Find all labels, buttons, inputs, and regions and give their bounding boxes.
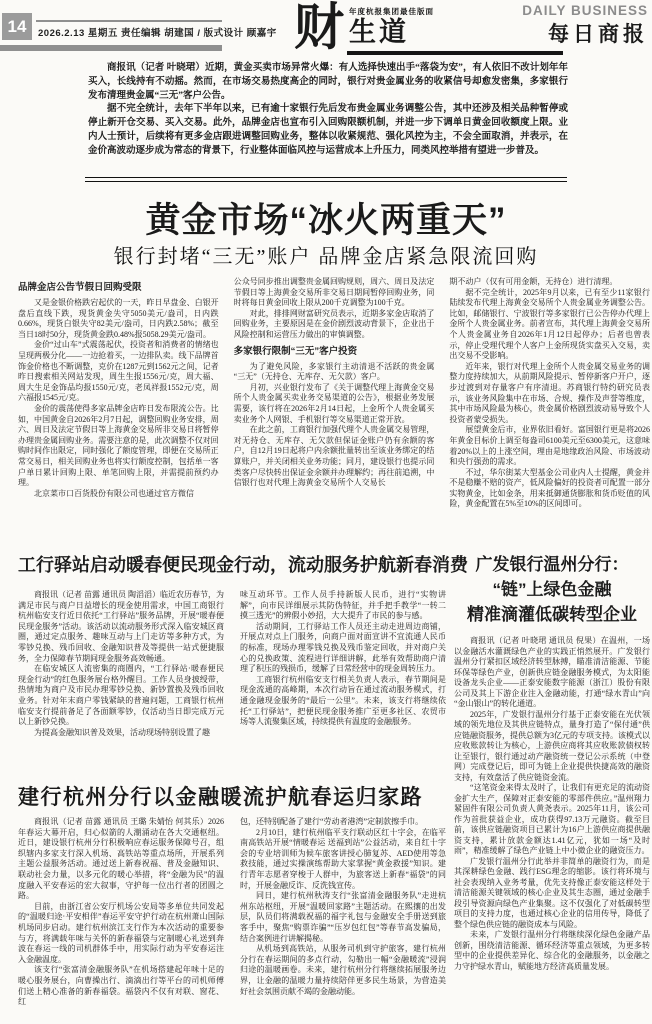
column-subhead: 品牌金店公告节假日回购受限	[18, 282, 142, 293]
article-paragraph: 据不完全统计，2025年9月以来，已有至少11家银行陆续发布代理上海黄金交易所个人贵金属业务调整公告。比如，邮储银行、宁波银行等多家银行已公告停办代理上金所个人贵金属业务。前者宣布，其代理上海黄金交易所个人贵金属业务自2026年1月12日起停办；后者也曾表示，停止受理代理个人客户上金所现货实盘买入交易，卖出交易不受影响。	[449, 287, 650, 361]
article-paragraph: 北京菜市口百货股份有限公司也通过官方微信	[34, 488, 194, 498]
article-paragraph: 金价的震荡使得多家品牌金店昨日发布限流公告。比如，中国黄金自2026年2月7日起，调整回购业务安排，周六、周日及法定节假日等上海黄金交易所非交易日将暂停办理贵金属回购业务。需要注意的是，此次调整不仅对回购时间作出限定，同时强化了额度管理，即便在交易所正常交易日，相关回购业务也将实行额度控制，包括单一客户单日累计回购上限、单笔回购上限，并需提前预约办理。	[18, 403, 219, 488]
article-paragraph: 金价“过山车”式震荡起伏，投资者和消费者的情绪也呈现两极分化——一边抢着买，一边排队卖。线下品牌首饰金价格也不断调整，克价在1287元到1562元之间，记者昨日搜索相关网站发现，周生生报1556元/克，周大福、周大生足金饰品均报1550元/克，老凤祥报1552元/克，周六福报1545元/克。	[18, 340, 219, 403]
article-paragraph: 活动期间，工行驿站工作人员还主动走进周边商铺，开展点对点上门服务，向商户面对面宣讲不宜流通人民币的标准，现场办理零钱兑换及残币鉴定回收，并对商户关心的兑换政策、流程进行详细讲解，此举有效帮助商户清理了积压的残损币，缓解了日常经营中的现金周转压力。	[240, 621, 446, 674]
ccb-story-headline: 建行杭州分行以金融暖流护航春运归家路	[18, 786, 423, 809]
lede-block	[88, 62, 568, 159]
cgb-headline-line-3: 精准滴灌低碳转型企业	[467, 605, 637, 624]
paper-name-english: DAILY BUSINESS	[522, 3, 648, 18]
article-paragraph: 在此之前，工商银行加强代理个人贵金属交易管理，对无持仓、无库存、无欠款但保证金账户仍有余额的客户，自12月19日起将户内余额批量转出至该业务绑定的结算账户，并关闭相关业务功能；同月，建设银行也提示同类客户尽快转出保证金余额并办理解约；再往前追溯，中信银行也对代理上海黄金交易所个人交易长	[233, 425, 435, 488]
article-paragraph: 为提高金融知识普及效果，活动现场特别设置了趣	[34, 727, 210, 737]
date-editor-line: 2026.2.13 星期五 责任编辑 胡建国 / 版式设计 顾嘉宇	[38, 28, 277, 39]
double-rule-divider	[85, 177, 567, 182]
article-paragraph: 月初，兴业银行发布了《关于调整代理上海黄金交易所个人贵金属买卖业务交易渠道的公告》，根据业务发展需要，该行将在2026年2月14日起，上金所个人贵金属买卖业务个人网银、手机银行等交易渠道正常开放。	[233, 382, 435, 424]
icbc-story-column-2	[240, 590, 446, 770]
logo-cai-character: 财	[294, 0, 344, 55]
article-paragraph: 近年来，银行对代理上金所个人贵金属交易业务的调整力度持续加大，从前期风险提示、暂停新客户开户，逐步过渡到对存量客户有序清退。苏商银行特约研究员表示，该业务风险集中在市场、合规、操作及声誉等维度，其中市场风险最为核心，贵金属价格剧烈波动易导致个人投资者蒙受损失。	[449, 361, 650, 424]
column-subhead: 多家银行限制“三无”客户投资	[233, 345, 358, 357]
page-number-badge: 14	[2, 13, 32, 40]
article-paragraph: 展望黄金后市，业界依旧看好。富国银行更是将2026年黄金目标价上调至每盎司6100美元至6300美元，这意味着20%以上的上涨空间，理由是地缘政治风险、市场波动和央行强劲的需求。	[449, 425, 650, 467]
lead-article-column-3	[449, 277, 650, 547]
paper-name-chinese: 每日商报	[548, 23, 648, 46]
article-paragraph: 商报讯（记者 苗露 通讯员 王璐 朱婧怡 何其乐）2026年春运大幕开启，归心似箭的人潮涌动在各大交通枢纽。近日，建设银行杭州分行积极响应春运服务保障号召，组织辖内多家支行深入机场、高铁站等重点场所，开展系列主题公益服务活动。通过送上新春祝福、普及金融知识、联动社会力量，以多元化的暖心举措，将“金融为民”的温度融入平安春运的宏大叙事，守护每一位出行者的团圆之路。	[18, 817, 224, 901]
article-paragraph: 为了避免风险，多家银行主动清退不活跃的贵金属“三无”（无持仓、无库存、无欠款）客户。	[233, 361, 435, 382]
article-paragraph: 工商银行杭州临安支行相关负责人表示，春节期间是现金流通的高峰期，本次行动旨在通过流动服务模式，打通金融现金服务的“最后一公里”。未来，该支行将继续依托“工行驿站”，把便民现金服务推广至更多社区、农贸市场等人流聚集区域，持续提供有温度的金融服务。	[240, 674, 446, 727]
cgb-headline-line-2: “链”上绿色金融	[492, 580, 612, 599]
article-paragraph: 又是金银价格跌宕起伏的一天，昨日早盘金、白银开盘后直线下跌，现货黄金失守5050美元/盎司，日内跌0.66%，现货白银失守82美元/盎司，日内跌2.58%；截至当日18时50分，现货黄金跌0.48%报5058.29美元/盎司。	[18, 298, 219, 339]
logo-underline	[347, 51, 563, 55]
article-paragraph: 味互动环节。工作人员手持新版人民币，进行“实物讲解”，向市民详细展示其防伪特征，并手把手教学“一转二摸三透光”的辨假小妙招，大大提升了市民的参与感。	[240, 590, 446, 621]
article-paragraph: 2025年，广发银行温州分行基于正泰安能在光伏领域的领先地位及其供应链特点，量身打造了“保付通”供应链融资服务，提供总额为3亿元的专项支持。该模式以应收账款转让为核心，上游供应商将其应收账款债权转让至银行，银行通过动产融资统一登记公示系统（中登网）完成登记后，即可为链上企业提供快捷高效的融资支持，有效盘活了供应链资金流。	[454, 709, 650, 782]
masthead-thick-rule	[0, 45, 222, 51]
lead-article-columns	[18, 277, 650, 547]
article-paragraph: 期不动户（仅有可用金额，无持仓）进行清理。	[449, 277, 618, 286]
article-paragraph: 同日，建行杭州秋涛支行“张富清金融服务队”走进杭州东站枢纽，开展“温暖回家路”主题活动。在熙攘的出发层，队员们将满载祝福的福字礼包与金融安全手册送到旅客手中，聚焦“购票诈骗”“压岁包红包”等春节高发骗局，结合案例进行讲解揭秘。	[240, 891, 446, 943]
ccb-story-columns	[18, 817, 446, 1020]
icbc-story-headline: 工行驿站启动暖春便民现金行动，流动服务护航新春消费	[18, 555, 468, 575]
article-paragraph: 公众号同步推出调整贵金属回购规则，周六、周日及法定节假日等上海黄金交易所非交易日期间暂停回购业务，同时将每日黄金回收上限从200千克调整为100千克。	[233, 277, 435, 308]
article-paragraph: 该支行“张富清金融服务队”在机场搭建起年味十足的暖心服务展台，向曹操出行、滴滴出行等平台的司机师傅们送上精心准备的新春福袋。福袋内不仅有对联、窗花、红	[18, 965, 224, 1007]
article-paragraph: 目前，由浙江省公安厅机场公安局等多单位共同发起的“温暖归途·平安相伴”春运平安守护行动在杭州萧山国际机场同步启动。建行杭州滨江支行作为本次活动的重要参与方，将满载年味与关怀的新春福袋与定制暖心礼送到奔波在春运一线的司机群体手中，用实际行动为平安春运注入金融温度。	[18, 901, 224, 964]
article-paragraph: 不过，华尔街某大型基金公司业内人士提醒，黄金并不是稳赚不赔的资产，低风险偏好的投资者可配置一部分实物黄金，比如金条，用来抵御通货膨胀和货币贬值的风险，黄金配置在5%至10%的区间即可。	[449, 467, 650, 509]
logo-award-label: 年度杭报集团最佳版面	[349, 7, 434, 16]
section-logo	[294, 1, 434, 53]
article-paragraph: 对此，排排网财富研究员表示，近期多家金店取消了回购业务，主要原因是在金价剧烈波动背景下，企业出于风险控制和运营压力做出的审慎调整。	[233, 308, 435, 339]
article-paragraph: 据不完全统计，去年下半年以来，已有逾十家银行先后发布贵金属业务调整公告，其中还涉及相关品种暂停或停止新开仓交易、买入交易。此外，品牌金店也宣布引入回购限额机制，并进一步下调单日黄金回收额度上限。业内人士预计，后续将有更多金店跟进调整回购业务，整体以收紧规范、强化风控为主，不会全面取消，并表示，在金价高波动逐步成为常态的背景下，行业整体面临风控与运营成本上升压力，同类风控举措有望进一步普及。	[88, 104, 568, 156]
cgb-story-body	[454, 636, 650, 972]
article-paragraph: 商报讯（记者 叶晓珺）近期，黄金买卖市场异常火爆：有人选择快速出手“落袋为安”，有人依旧不改计划年年买入，长线持有不动摇。然而，在市场交易热度高企的同时，银行对贵金属业务的收紧信号却愈发密集，多家银行发布清理贵金属“三无”客户公告。	[88, 63, 568, 101]
ccb-story-column-2	[240, 817, 446, 1020]
masthead-top-rule	[36, 20, 222, 22]
cgb-headline-line-1: 广发银行温州分行：	[475, 555, 629, 574]
article-paragraph: 商报讯（记者 苗露 通讯员 陶滔滔）临近农历春节，为满足市民与商户日益增长的现金使用需求，中国工商银行杭州临安支行近日依托“工行驿站”服务品牌，开展“暖春便民现金服务”活动。该活动以流动服务形式深入临安城区商圈，通过定点服务、趣味互动与上门走访等多种方式，为零钞兑换、残币回收、金融知识普及等提供一站式便捷服务，全力保障春节期间现金服务高效畅通。	[18, 590, 224, 663]
article-paragraph: 商报讯（记者 叶晓珺 通讯员 倪果）在温州，一场以金融活水灌溉绿色产业的实践正悄然展开。广发银行温州分行紧扣区域经济转型脉搏，瞄准清洁能源、节能环保等绿色产业，创新供应链金融服务模式，为太阳能设备龙头企业——正泰安能数字能源（浙江）股份有限公司及其上下游企业注入金融动能，打通“绿水青山”向“金山银山”的转化通道。	[454, 636, 650, 708]
article-paragraph: 2月10日，建行杭州临平支行联动区红十字会，在临平南高铁站开展“情暖春运 送福到站”公益活动，来自红十字会的专业培训师为候车旅客讲授心肺复苏、AED使用等急救技能，通过实操演练帮助大家掌握“黄金救援”知识。建行青年志愿者穿梭于人群中，为旅客送上新春“福袋”的同时，开展金融反诈、反洗钱宣传。	[240, 827, 446, 890]
lead-article-column-1	[18, 277, 219, 547]
article-paragraph: 从机场到高铁站，从服务司机到守护旅客，建行杭州分行在春运期间的多点行动，勾勒出一幅“金融暖流”浸润归途的温暖画卷。未来，建行杭州分行将继续拓展服务边界，让金融的温暖力量持续陪伴更多民生场景，为营造美好社会氛围贡献不竭的金融动能。	[240, 944, 446, 996]
cgb-story	[454, 552, 650, 1018]
lead-article-column-2	[234, 277, 435, 547]
icbc-story-column-1	[18, 590, 224, 770]
article-paragraph: 未来，广发银行温州分行将继续深化绿色金融产品创新，围绕清洁能源、循环经济等重点领域，为更多转型中的企业提供差异化、综合化的金融服务，以金融之力守护绿水青山，赋能地方经济高质量发展。	[454, 930, 650, 971]
article-paragraph: 在临安城区人流密集的商圈内，“工行驿站·暖春便民现金行动”的红色服务展台格外醒目。工作人员身披绶带，热情地为商户及市民办理零钞兑换、新钞置换及残币回收业务。针对年末商户零钱紧缺的普遍问题，工商银行杭州临安支行提前备足了各面额零钞，仅活动当日即完成万元以上新钞兑换。	[18, 664, 224, 727]
logo-section-name: 生道	[349, 17, 409, 47]
article-paragraph: 广发银行温州分行此举并非简单的融资行为，而是其深耕绿色金融、践行ESG理念的缩影。该行将环境与社会表现纳入业务考量，优先支持像正泰安能这样处于清洁能源关键领域的核心企业及其生态圈，通过金融手段引导资源向绿色产业集聚。这不仅强化了对低碳转型项目的支持力度，也通过核心企业的信用传导，降低了整个绿色供应链的融资成本与风险。	[454, 856, 650, 929]
lead-subheadline: 银行封堵“三无”账户 品牌金店紧急限流回购	[113, 246, 539, 268]
article-paragraph: 包，还特别配备了建行“劳动者港湾”定制款擦手巾。	[240, 817, 424, 826]
ccb-story-column-1	[18, 817, 224, 1020]
article-paragraph: “这笔资金来得太及时了，让我们有更充足的流动资金扩大生产，保障对正泰安能的零部件供应。”温州翔力紧固件有限公司负责人黄尧表示。2025年11月，该公司作为首批获益企业，成功获得97.13万元融资。截至目前，该供应链融资项目已累计为16户上游供应商提供融资支持，累计放款金额达1.41亿元，犹如一场“及时雨”，精准缓解了绿色产业链上中小微企业的融资压力。	[454, 783, 650, 855]
icbc-story-columns	[18, 590, 446, 770]
lead-headline: 黄金市场“冰火两重天”	[145, 201, 507, 240]
cgb-story-headline	[454, 552, 650, 627]
